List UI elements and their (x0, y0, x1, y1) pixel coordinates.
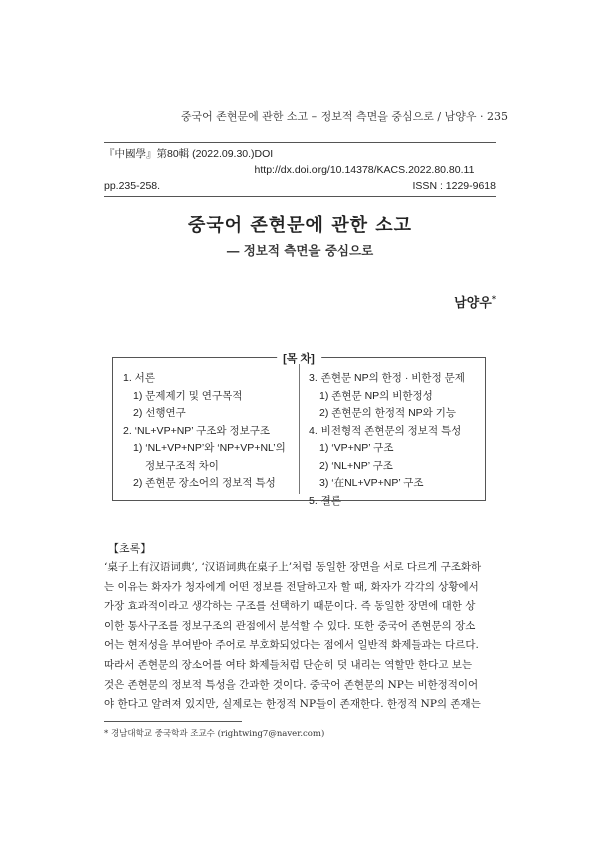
abstract-line: 이한 통사구조를 정보구조의 관점에서 분석할 수 있다. 또한 중국어 존현문의 장소 (104, 619, 476, 632)
toc-item: 2) 존현문 장소어의 정보적 특성 (133, 477, 276, 489)
paper-title: 중국어 존현문에 관한 소고 (187, 215, 413, 236)
abstract-line: ‘桌子上有汉语词典’, ‘汉语词典在桌子上’처럼 동일한 장면을 서로 다르게 구조화하 (104, 561, 482, 573)
toc-left-column (123, 370, 295, 493)
toc-item: 3. 존현문 NP의 한정 · 비한정 문제 (309, 372, 465, 384)
abstract-line: 것은 존현문의 정보적 특성을 간과한 것이다. 중국어 존현문의 NP는 비한정적이어 (104, 678, 479, 691)
abstract-body (104, 558, 496, 715)
abstract-line: 어는 현저성을 부여받아 주어로 부호화되었다는 점에서 일반적 화제들과는 다르다. (104, 639, 479, 652)
toc-item: 1) ‘NL+VP+NP’와 ‘NP+VP+NL’의 (133, 442, 286, 454)
toc-item: 1) 존현문 NP의 비한정성 (319, 389, 433, 402)
toc-item: 2. ‘NL+VP+NP’ 구조와 정보구조 (123, 424, 271, 437)
author-footnote: * 경남대학교 중국학과 조교수 (rightwing7@naver.com) (104, 729, 325, 739)
abstract-line: 따라서 존현문의 장소어를 여타 화제들처럼 단순히 덧 내리는 역할만 한다고 보는 (104, 658, 473, 671)
toc-item: 4. 비전형적 존현문의 정보적 특성 (309, 424, 462, 437)
table-of-contents (112, 353, 486, 507)
toc-item: 5. 결론 (309, 494, 341, 507)
toc-item: 1) ‘VP+NP’ 구조 (319, 442, 394, 454)
title-block (0, 214, 600, 259)
abstract-line: 가장 효과적이라고 생각하는 구조를 선택하기 때문이다. 즉 동일한 장면에 대한 상 (104, 600, 476, 613)
toc-item: 3) ‘在NL+VP+NP’ 구조 (319, 477, 424, 489)
author-name: 남양우* (454, 293, 496, 311)
article-metadata (104, 142, 496, 197)
issn: ISSN : 1229-9618 (412, 180, 496, 192)
page-range: pp.235-258. (104, 180, 161, 192)
author-footnote-mark: * (491, 293, 496, 304)
footnote-divider (104, 721, 242, 722)
abstract-line: 야 한다고 알려져 있지만, 실제로는 한정적 NP들이 존재한다. 한정적 NP의 존재는 (104, 698, 481, 711)
journal-info: 『中國學』第80輯 (2022.09.30.) (104, 148, 255, 160)
doi-link[interactable]: DOI http://dx.doi.org/10.14378/KACS.2022.80.80.11 (254, 148, 475, 176)
toc-right-column (309, 370, 479, 510)
toc-item: 1. 서론 (123, 372, 155, 384)
toc-item: 2) 선행연구 (133, 407, 186, 419)
abstract-line: 는 이유는 화자가 청자에게 어떤 정보를 전달하고자 할 때, 화자가 각각의 상황에서 (104, 580, 479, 593)
running-header: 중국어 존현문에 관한 소고 – 정보적 측면을 중심으로 / 남양우 · 235 (180, 110, 508, 123)
toc-item: 정보구조적 차이 (145, 459, 219, 472)
toc-item: 2) 존현문의 한정적 NP와 기능 (319, 407, 457, 419)
abstract-heading: 【초록】 (108, 542, 152, 555)
toc-divider (299, 364, 300, 494)
paper-subtitle: ― 정보적 측면을 중심으로 (226, 243, 374, 258)
toc-heading: [목 차] (277, 350, 321, 366)
toc-item: 1) 문제제기 및 연구목적 (133, 389, 243, 402)
toc-item: 2) ‘NL+NP’ 구조 (319, 459, 393, 472)
